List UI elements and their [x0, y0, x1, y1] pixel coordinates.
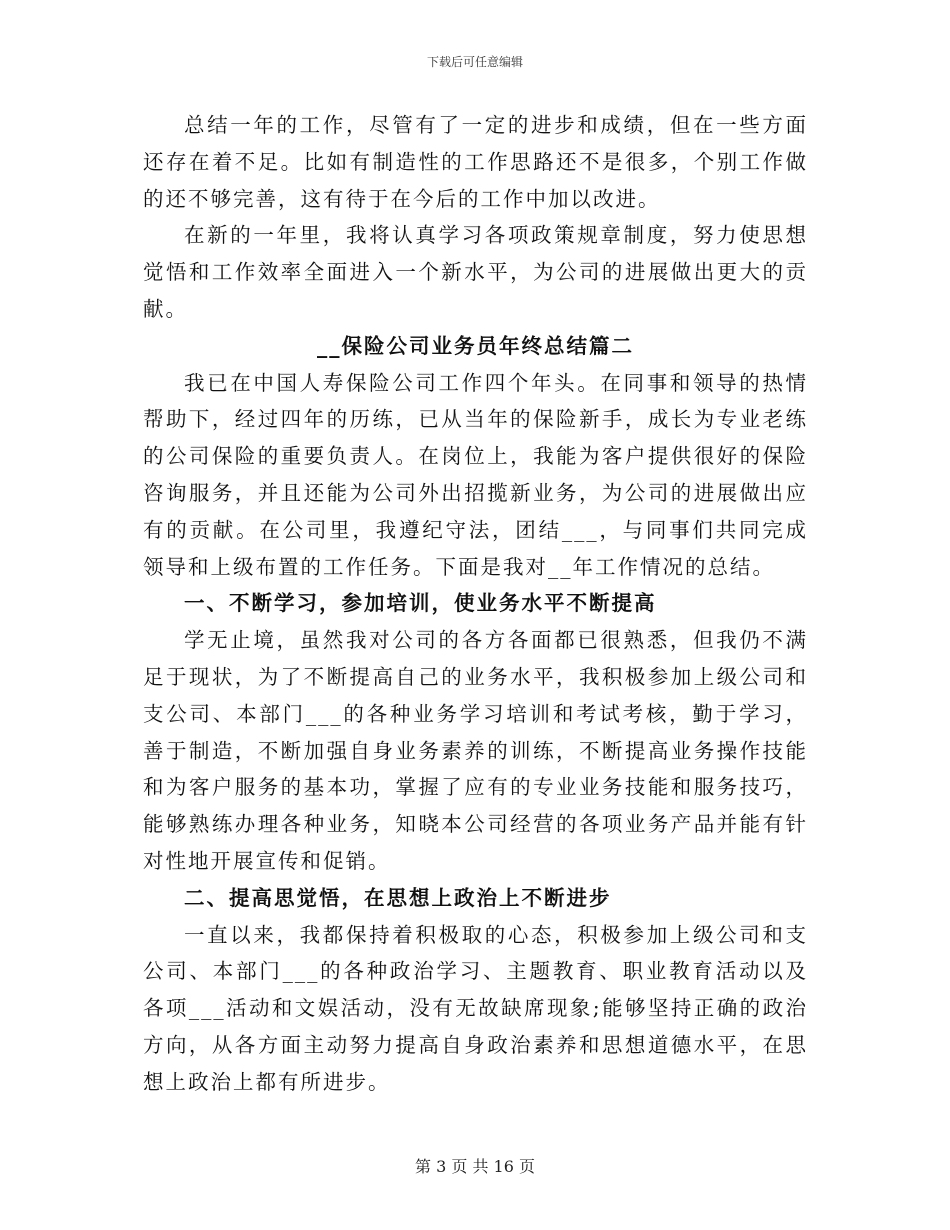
- page-header: 下载后可任意编辑: [426, 55, 523, 69]
- paragraph-learning: 学无止境，虽然我对公司的各方各面都已很熟悉，但我仍不满足于现状，为了不断提高自己的业务水平，我积极参加上级公司和支公司、本部门___的各种业务学习培训和考试考核，勤于学习，善于制造，不断加强自身业务素养的训练，不断提高业务操作技能和为客户服务的基本功，掌握了应有的专业业务技能和服务技巧，能够熟练办理各种业务，知晓本公司经营的各项业务产品并能有针对性地开展宣传和促销。: [143, 628, 808, 873]
- paragraph-summary: 总结一年的工作，尽管有了一定的进步和成绩，但在一些方面还存在着不足。比如有制造性的工作思路还不是很多，个别工作做的还不够完善，这有待于在今后的工作中加以改进。: [143, 113, 808, 211]
- heading-learning: 一、不断学习，参加培训，使业务水平不断提高: [184, 591, 657, 616]
- paragraph-intro: 我已在中国人寿保险公司工作四个年头。在同事和领导的热情帮助下，经过四年的历练，已从当年的保险新手，成长为专业老练的公司保险的重要负责人。在岗位上，我能为客户提供很好的保险咨询服务，并且还能为公司外出招揽新业务，为公司的进展做出应有的贡献。在公司里，我遵纪守法，团结___，与同事们共同完成领导和上级布置的工作任务。下面是我对__年工作情况的总结。: [143, 370, 808, 579]
- document-body: [143, 107, 808, 1101]
- section-title: __保险公司业务员年终总结篇二: [317, 333, 634, 358]
- heading-political: 二、提高思觉悟，在思想上政治上不断进步: [184, 885, 612, 910]
- page-footer: 第 3 页 共 16 页: [415, 1157, 535, 1176]
- paragraph-political: 一直以来，我都保持着积极取的心态，积极参加上级公司和支公司、本部门___的各种政治学习、主题教育、职业教育活动以及各项___活动和文娱活动，没有无故缺席现象;能够坚持正确的政治方向，从各方面主动努力提高自身政治素养和思想道德水平，在思想上政治上都有所进步。: [143, 922, 808, 1094]
- paragraph-new-year: 在新的一年里，我将认真学习各项政策规章制度，努力使思想觉悟和工作效率全面进入一个新水平，为公司的进展做出更大的贡献。: [143, 223, 808, 321]
